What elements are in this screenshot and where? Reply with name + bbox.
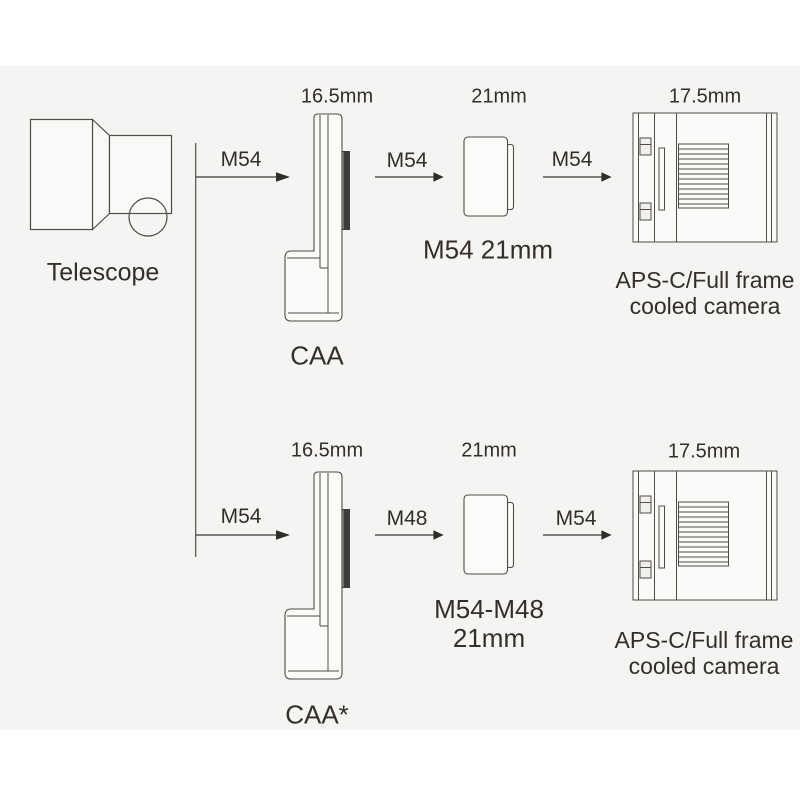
part-label-ring-row2 [434, 595, 544, 653]
part-label-ring-row2-line1: M54-M48 [434, 594, 544, 624]
extension-ring-drawing-row2 [464, 495, 514, 574]
thread-label-row2-1: M54 [220, 505, 262, 528]
dimension-label-ring-row1: 21mm [471, 85, 527, 108]
part-label-caa-row2: CAA* [285, 699, 349, 730]
arrow-row1-telescope-to-caa [196, 172, 290, 182]
thread-label-row1-2: M54 [386, 149, 428, 172]
telescope-label: Telescope [46, 258, 160, 287]
dimension-label-ring-row2: 21mm [461, 439, 517, 462]
arrow-row1-ring-to-camera [543, 172, 612, 182]
dimension-label-camera-row1: 17.5mm [668, 85, 742, 108]
caa-adapter-drawing-row1 [285, 114, 350, 321]
part-label-camera-row1-line2: cooled camera [629, 293, 781, 319]
telescope-drawing [31, 120, 172, 237]
arrow-row1-caa-to-ring [375, 172, 444, 182]
part-label-camera-row2-line1: APS-C/Full frame [614, 627, 794, 653]
part-label-ring-row1 [423, 236, 553, 265]
thread-label-row1-3: M54 [551, 148, 593, 171]
caa-adapter-drawing-row2 [285, 472, 350, 679]
thread-label-row2-2: M48 [386, 507, 428, 530]
part-label-ring-row2-line2: 21mm [452, 623, 526, 653]
part-label-camera-row2-line2: cooled camera [628, 653, 780, 679]
arrow-row2-ring-to-camera [543, 530, 612, 540]
dimension-label-caa-row2: 16.5mm [290, 439, 364, 462]
thread-label-row1-1: M54 [220, 148, 262, 171]
dimension-label-caa-row1: 16.5mm [300, 85, 374, 108]
dimension-label-camera-row2: 17.5mm [667, 440, 741, 463]
arrow-row2-telescope-to-caa [196, 530, 290, 540]
part-label-camera-row1-line1: APS-C/Full frame [615, 267, 795, 293]
part-label-camera-row1 [616, 267, 795, 319]
cooled-camera-drawing-row2 [633, 471, 777, 600]
arrow-row2-caa-to-ring [375, 530, 444, 540]
part-label-camera-row2 [615, 627, 794, 679]
cooled-camera-drawing-row1 [633, 113, 777, 242]
extension-ring-drawing-row1 [464, 137, 514, 216]
thread-label-row2-3: M54 [555, 507, 597, 530]
part-label-ring-row1-line1: M54 21mm [422, 234, 554, 265]
part-label-caa-row1: CAA [290, 340, 344, 371]
